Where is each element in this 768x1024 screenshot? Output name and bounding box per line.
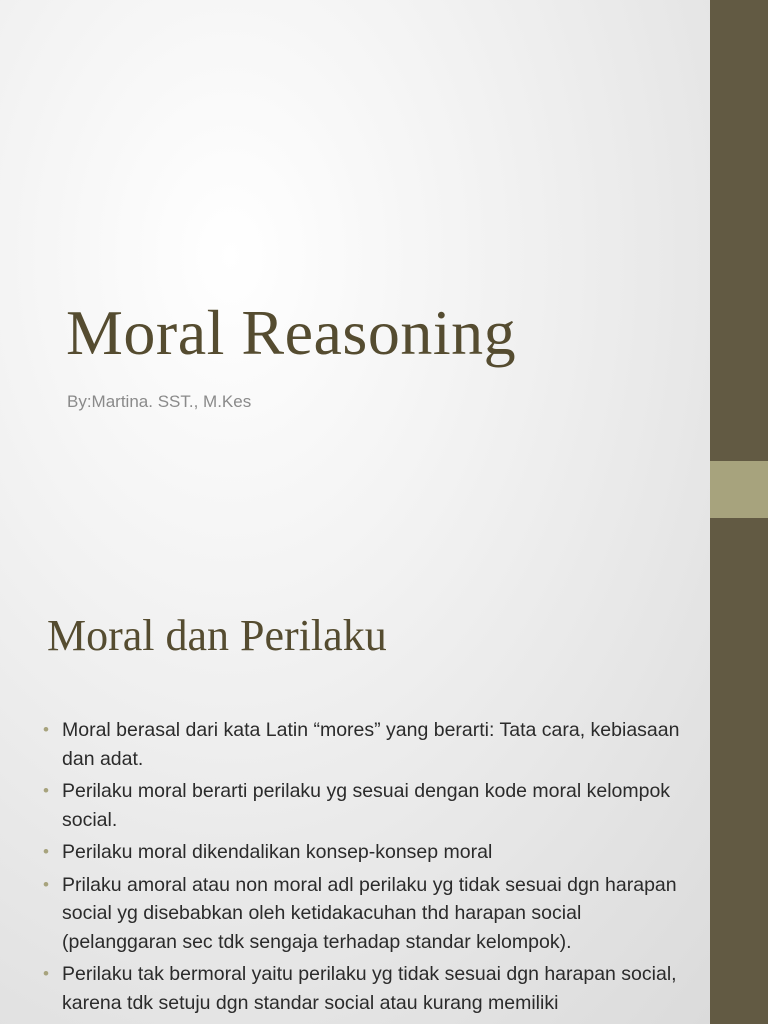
bullet-icon: • bbox=[43, 842, 49, 861]
slide1-subtitle: By:Martina. SST., M.Kes bbox=[67, 392, 252, 411]
bullet-text: Moral berasal dari kata Latin “mores” yang berarti: Tata cara, kebiasaan dan adat. bbox=[62, 719, 680, 770]
bullet-icon: • bbox=[43, 874, 49, 894]
bullet-icon: • bbox=[43, 781, 49, 800]
list-item bbox=[40, 777, 680, 834]
bullet-list bbox=[40, 716, 680, 1021]
list-item bbox=[40, 838, 680, 867]
bullet-text: Prilaku amoral atau non moral adl perilaku yg tidak sesuai dgn harapan social yg disebabkan oleh ketidakacuhan thd harapan social (pelanggaran sec tdk sengaja terhadap standar kelompok). bbox=[62, 873, 677, 953]
side-bar-accent bbox=[710, 461, 768, 518]
bullet-text: Perilaku moral berarti perilaku yg sesuai dengan kode moral kelompok social. bbox=[62, 780, 671, 831]
bullet-icon: • bbox=[43, 720, 49, 739]
list-item bbox=[40, 716, 680, 773]
bullet-icon: • bbox=[43, 964, 49, 983]
slide1-title: Moral Reasoning bbox=[66, 297, 517, 368]
bullet-text: Perilaku moral dikendalikan konsep-konsep moral bbox=[62, 841, 493, 863]
slide2-title: Moral dan Perilaku bbox=[47, 611, 387, 660]
list-item bbox=[40, 871, 680, 957]
list-item bbox=[40, 960, 680, 1017]
bullet-text: Perilaku tak bermoral yaitu perilaku yg tidak sesuai dgn harapan social, karena tdk setuju dgn standar social atau kurang memiliki bbox=[62, 963, 677, 1014]
